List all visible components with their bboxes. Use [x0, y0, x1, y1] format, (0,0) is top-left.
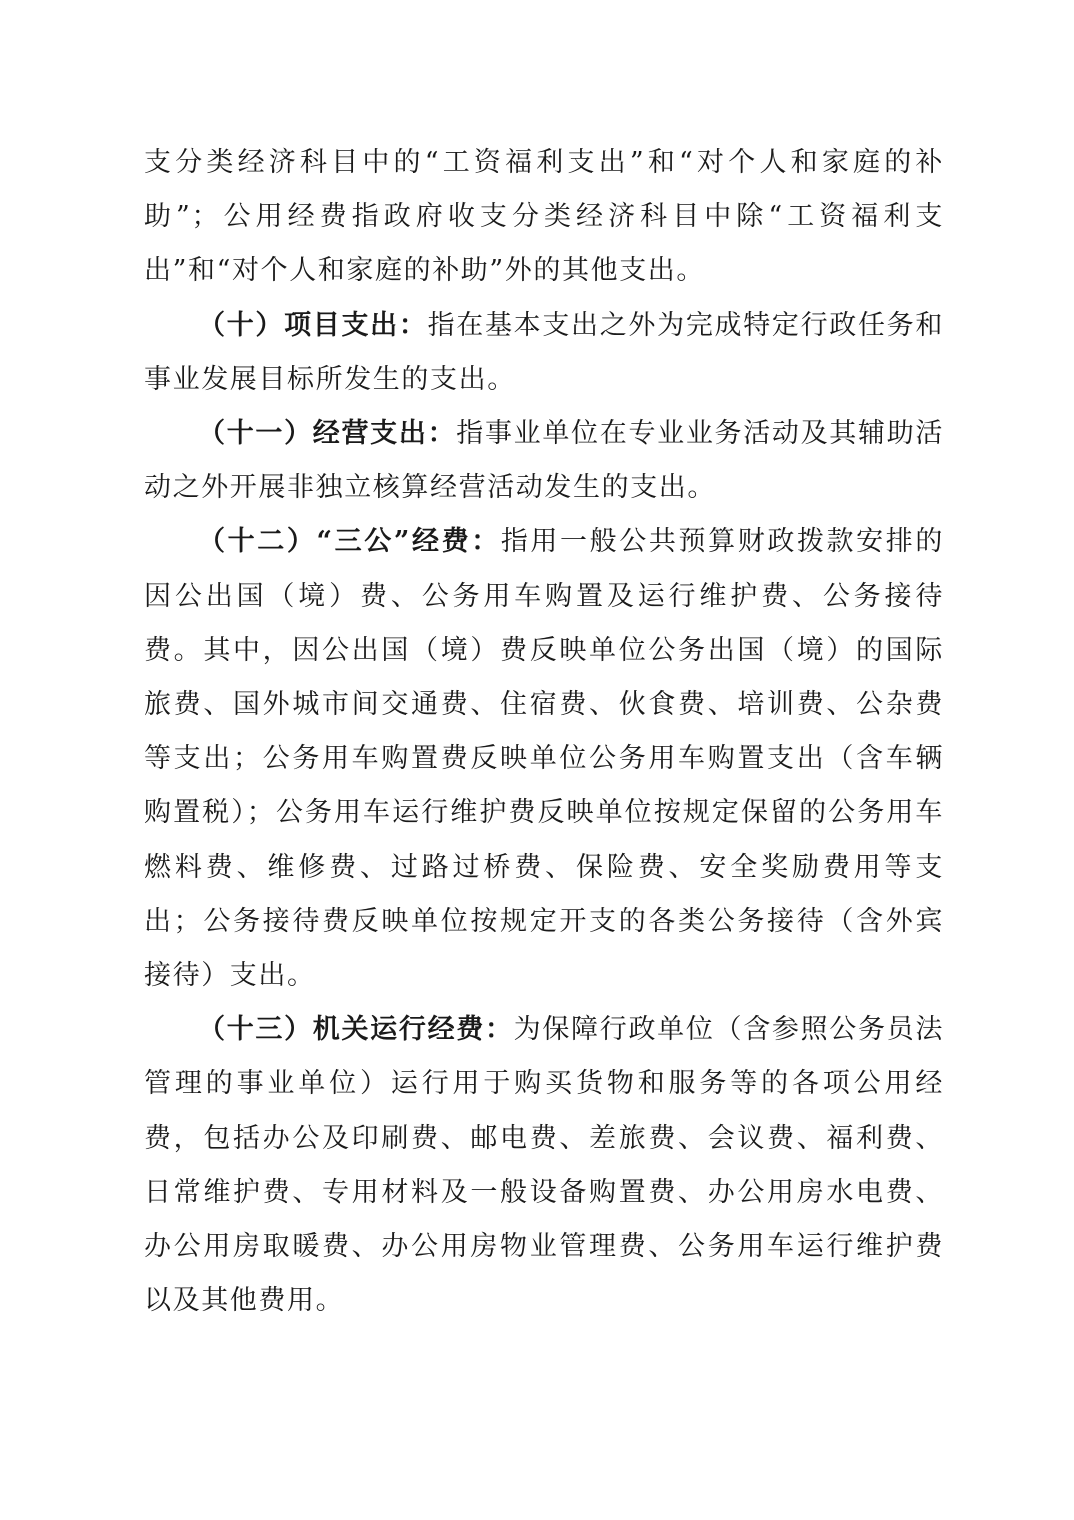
document-body	[144, 136, 944, 1328]
paragraph-term: （十）项目支出：	[198, 309, 428, 341]
paragraph-text: 指事业单位在专业业务活动及其辅助活动之外开展非独立核算经营活动发生的支出。	[144, 418, 944, 504]
paragraph-term: （十一）经营支出：	[198, 418, 457, 450]
paragraph-operating-expenditure	[144, 407, 944, 515]
paragraph-continuation	[144, 136, 944, 299]
paragraph-project-expenditure	[144, 299, 944, 407]
paragraph-term: （十三）机关运行经费：	[198, 1014, 514, 1046]
paragraph-text: 指在基本支出之外为完成特定行政任务和事业发展目标所发生的支出。	[144, 309, 944, 395]
paragraph-three-public-expenses	[144, 515, 944, 1003]
paragraph-agency-operating-expenses	[144, 1003, 944, 1328]
paragraph-term: （十二）“三公”经费：	[198, 526, 501, 558]
paragraph-text: 支分类经济科目中的“工资福利支出”和“对个人和家庭的补助”；公用经费指政府收支分类经济科目中除“工资福利支出”和“对个人和家庭的补助”外的其他支出。	[144, 147, 944, 287]
paragraph-text: 为保障行政单位（含参照公务员法管理的事业单位）运行用于购买货物和服务等的各项公用经费，包括办公及印刷费、邮电费、差旅费、会议费、福利费、日常维护费、专用材料及一般设备购置费、办公用房水电费、办公用房取暖费、办公用房物业管理费、公务用车运行维护费以及其他费用。	[144, 1014, 944, 1317]
paragraph-text: 指用一般公共预算财政拨款安排的因公出国（境）费、公务用车购置及运行维护费、公务接待费。其中，因公出国（境）费反映单位公务出国（境）的国际旅费、国外城市间交通费、住宿费、伙食费、培训费、公杂费等支出；公务用车购置费反映单位公务用车购置支出（含车辆购置税）；公务用车运行维护费反映单位按规定保留的公务用车燃料费、维修费、过路过桥费、保险费、安全奖励费用等支出；公务接待费反映单位按规定开支的各类公务接待（含外宾接待）支出。	[144, 526, 944, 992]
